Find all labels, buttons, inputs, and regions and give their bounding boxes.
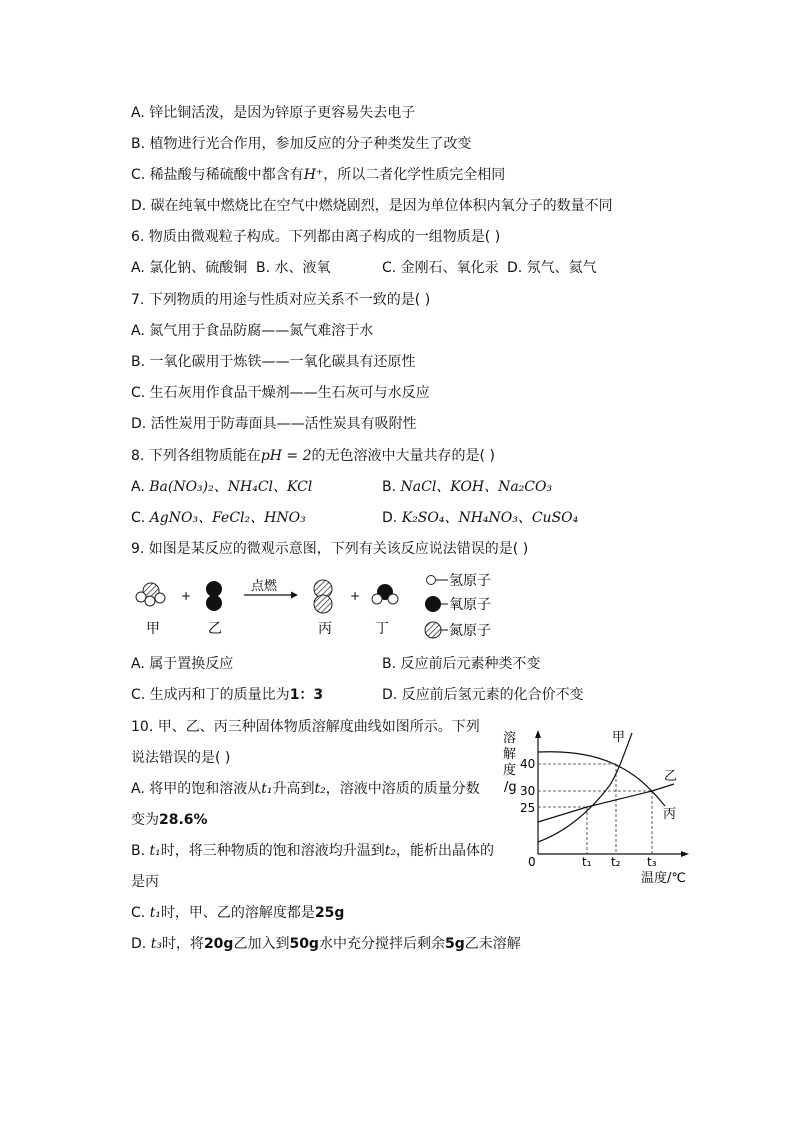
q8-stem bbox=[131, 447, 495, 465]
molecule-bing bbox=[314, 580, 332, 613]
q10-option-a-text-4: 变为 bbox=[131, 812, 159, 828]
solubility-graph bbox=[498, 726, 698, 886]
q10-option-a-t2: t₂ bbox=[314, 781, 326, 797]
q10-option-b-line-2: 是丙 bbox=[131, 874, 159, 890]
reaction-arrow-head bbox=[291, 592, 298, 599]
graph-ytick-25: 25 bbox=[520, 801, 536, 815]
q7-option-b: B. 一氧化碳用于炼铁——一氧化碳具有还原性 bbox=[131, 354, 416, 370]
q10-stem-line-1: 10. 甲、乙、丙三种固体物质溶解度曲线如图所示。下列 bbox=[131, 719, 480, 735]
curve-bing bbox=[538, 752, 665, 806]
legend-hydrogen bbox=[427, 573, 492, 589]
plus-sign-2: + bbox=[350, 589, 361, 603]
curve-label-bing: 丙 bbox=[663, 807, 677, 822]
label-ding: 丁 bbox=[375, 621, 389, 637]
graph-ytick-30: 30 bbox=[520, 784, 536, 798]
q10-option-a-text: A. 将甲的饱和溶液从 bbox=[131, 781, 262, 797]
q8-stem-text: 8. 下列各组物质能在 bbox=[131, 448, 261, 464]
q10-option-a-line-1 bbox=[131, 780, 480, 798]
q6-option-d: D. 氖气、氦气 bbox=[507, 260, 597, 276]
label-jia: 甲 bbox=[146, 621, 160, 637]
q7-stem: 7. 下列物质的用途与性质对应关系不一致的是( ) bbox=[131, 292, 431, 308]
svg-text:氢原子: 氢原子 bbox=[449, 573, 491, 589]
q8-option-d-formula: K₂SO₄、NH₄NO₃、CuSO₄ bbox=[401, 510, 579, 526]
q8-option-c-label: C. bbox=[131, 510, 146, 526]
q8-option-b-formula: NaCl、KOH、Na₂CO₃ bbox=[400, 479, 553, 495]
graph-xtick-t3: t₃ bbox=[647, 855, 657, 869]
q10-stem-line-2: 说法错误的是( ) bbox=[131, 750, 231, 766]
q9-reaction-diagram bbox=[0, 566, 794, 666]
q10-option-b-line-1 bbox=[131, 842, 494, 860]
q10-option-d-text-4: 乙未溶解 bbox=[464, 936, 521, 952]
q5-option-d: D. 碳在纯氧中燃烧比在空气中燃烧剧烈，是因为单位体积内氧分子的数量不同 bbox=[131, 198, 613, 214]
q8-option-d bbox=[382, 509, 578, 527]
q10-option-b-t2: t₂ bbox=[384, 843, 397, 859]
graph-ylabel-4: /g bbox=[504, 780, 517, 795]
svg-text:氮原子: 氮原子 bbox=[449, 623, 491, 639]
graph-guides bbox=[538, 764, 652, 854]
q10-option-c-t1: t₁ bbox=[149, 905, 161, 921]
q8-stem-ph: pH = 2 bbox=[260, 448, 312, 464]
q10-option-d-value-3: 5g bbox=[444, 936, 465, 952]
graph-xtick-t1: t₁ bbox=[582, 855, 592, 869]
q10-option-d-value-1: 20g bbox=[203, 936, 234, 952]
q8-option-a-formula: Ba(NO₃)₂、NH₄Cl、KCl bbox=[149, 479, 313, 495]
q10-option-a-line-2 bbox=[131, 811, 208, 829]
plus-sign-1: + bbox=[181, 589, 192, 603]
q9-option-c-ratio: 1：3 bbox=[289, 687, 324, 703]
q5-option-c-ion: H⁺ bbox=[303, 167, 324, 183]
q5-option-c-text-2: ，所以二者化学性质完全相同 bbox=[323, 167, 506, 183]
q6-option-a: A. 氯化钠、硫酸铜 bbox=[131, 260, 248, 276]
q7-option-c: C. 生石灰用作食品干燥剂——生石灰可与水反应 bbox=[131, 385, 430, 401]
q8-option-c-formula: AgNO₃、FeCl₂、HNO₃ bbox=[149, 510, 306, 526]
q5-option-a: A. 锌比铜活泼，是因为锌原子更容易失去电子 bbox=[131, 105, 416, 121]
graph-origin: 0 bbox=[528, 855, 536, 869]
q10-option-a-value: 28.6% bbox=[159, 812, 208, 828]
q10-option-b-text: 时，将三种物质的饱和溶液均升温到 bbox=[160, 843, 385, 859]
q9-option-c-text: C. 生成丙和丁的质量比为 bbox=[131, 687, 290, 703]
q10-option-a-text-3: ，溶液中溶质的质量分数 bbox=[325, 781, 480, 797]
molecule-yi bbox=[206, 581, 222, 611]
q10-option-d-text-2: 乙加入到 bbox=[233, 936, 290, 952]
q7-option-a: A. 氮气用于食品防腐——氮气难溶于水 bbox=[131, 323, 374, 339]
graph-y-arrow bbox=[535, 730, 541, 738]
q10-option-d-value-2: 50g bbox=[289, 936, 319, 952]
q10-option-d-label: D. bbox=[131, 936, 147, 952]
q9-option-b: B. 反应前后元素种类不变 bbox=[382, 656, 541, 672]
graph-ylabel-2: 解 bbox=[503, 747, 517, 762]
q6-option-b: B. 水、液氧 bbox=[256, 260, 331, 276]
curve-jia bbox=[538, 733, 632, 842]
q10-option-b-label: B. bbox=[131, 843, 146, 859]
q8-option-a bbox=[131, 478, 312, 496]
molecule-ding bbox=[372, 584, 398, 604]
q7-option-d: D. 活性炭用于防毒面具——活性炭具有吸附性 bbox=[131, 416, 417, 432]
svg-text:氧原子: 氧原子 bbox=[449, 597, 491, 613]
curve-label-yi: 乙 bbox=[664, 769, 678, 784]
q10-option-c-value: 25g bbox=[314, 905, 345, 921]
molecule-jia bbox=[136, 583, 165, 606]
q10-option-c bbox=[131, 904, 344, 922]
q5-option-b: B. 植物进行光合作用，参加反应的分子种类发生了改变 bbox=[131, 136, 472, 152]
q9-option-d: D. 反应前后氢元素的化合价不变 bbox=[382, 687, 584, 703]
graph-x-arrow bbox=[681, 851, 689, 857]
q8-option-b bbox=[382, 478, 552, 496]
legend-oxygen bbox=[425, 596, 491, 613]
q5-option-c-text: C. 稀盐酸与稀硫酸中都含有 bbox=[131, 167, 304, 183]
q5-option-c bbox=[131, 166, 505, 184]
graph-xtick-t2: t₂ bbox=[611, 855, 621, 869]
q8-option-a-label: A. bbox=[131, 479, 145, 495]
q10-option-c-text: 时，甲、乙的溶解度都是 bbox=[160, 905, 315, 921]
reaction-condition: 点燃 bbox=[251, 579, 278, 594]
q9-stem: 9. 如图是某反应的微观示意图，下列有关该反应说法错误的是( ) bbox=[131, 541, 529, 557]
q10-option-b-t1: t₁ bbox=[149, 843, 161, 859]
curve-label-jia: 甲 bbox=[612, 730, 626, 745]
graph-ytick-40: 40 bbox=[520, 757, 536, 771]
q10-option-d-text: 时，将 bbox=[161, 936, 204, 952]
q9-option-a: A. 属于置换反应 bbox=[131, 656, 234, 672]
q10-option-a-t1: t₁ bbox=[261, 781, 273, 797]
q8-stem-text-2: 的无色溶液中大量共存的是( ) bbox=[311, 448, 495, 464]
q10-option-d-t3: t₃ bbox=[150, 936, 162, 952]
legend-nitrogen bbox=[425, 622, 491, 639]
q10-option-a-text-2: 升高到 bbox=[272, 781, 315, 797]
graph-ylabel-1: 溶 bbox=[503, 731, 517, 746]
label-bing: 丙 bbox=[318, 621, 332, 637]
q10-option-d-text-3: 水中充分搅拌后剩余 bbox=[318, 936, 445, 952]
q10-option-c-label: C. bbox=[131, 905, 146, 921]
graph-xlabel: 温度/℃ bbox=[641, 871, 686, 886]
q10-option-d bbox=[131, 935, 521, 953]
q8-option-b-label: B. bbox=[382, 479, 397, 495]
q8-option-c bbox=[131, 509, 306, 527]
q8-option-d-label: D. bbox=[382, 510, 398, 526]
graph-ylabel-3: 度 bbox=[503, 763, 517, 778]
q6-stem: 6. 物质由微观粒子构成。下列都由离子构成的一组物质是( ) bbox=[131, 229, 501, 245]
label-yi: 乙 bbox=[208, 621, 222, 637]
q6-option-c: C. 金刚石、氧化汞 bbox=[382, 260, 499, 276]
q9-option-c bbox=[131, 686, 323, 704]
q10-option-b-text-2: ，能析出晶体的 bbox=[396, 843, 495, 859]
